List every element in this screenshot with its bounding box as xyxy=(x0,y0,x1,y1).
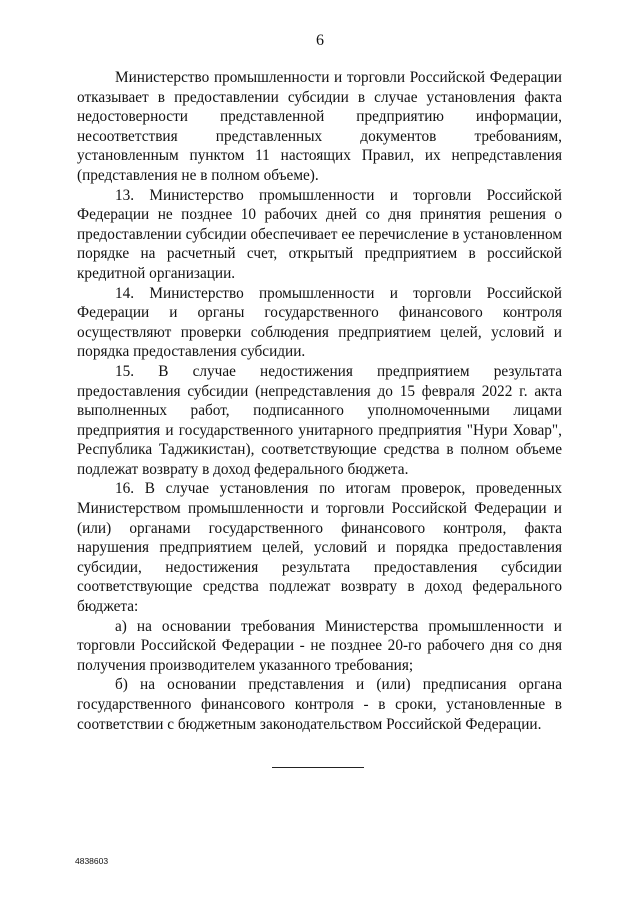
paragraph-16-b: б) на основании представления и (или) предписания органа государственного финансового контроля - в сроки, установленные в соответствии с бюджетным законодательством Российской Федерации. xyxy=(77,676,562,733)
paragraph-16-a: а) на основании требования Министерства промышленности и торговли Российской Федерации - не позднее 20-го рабочего дня со дня получения производителем указанного требования; xyxy=(77,617,562,674)
paragraph-14: 14. Министерство промышленности и торговли Российской Федерации и органы государственного финансового контроля осуществляют проверки соблюдения предприятием целей, условий и порядка предоставления субсидии. xyxy=(77,284,562,361)
paragraph-refusal: Министерство промышленности и торговли Российской Федерации отказывает в предоставлении субсидии в случае установления факта недостоверности представленной предприятию информации, несоответствия представленных документов требованиям, установленным пунктом 11 настоящих Правил, их непредставления (представления не в полном объеме). xyxy=(77,69,562,184)
page-number: 6 xyxy=(316,32,324,49)
document-body xyxy=(77,68,562,734)
paragraph-16: 16. В случае установления по итогам проверок, проведенных Министерством промышленности и торговли Российской Федерации и (или) органами государственного финансового контроля, факта нарушения предприятием целей, условий и порядка предоставления субсидии, недостижения результата предоставления субсидии соответствующие средства подлежат возврату в доход федерального бюджета: xyxy=(77,480,562,616)
paragraph-15: 15. В случае недостижения предприятием результата предоставления субсидии (непредставления до 15 февраля 2022 г. акта выполненных работ, подписанного уполномоченными лицами предприятия и государственного унитарного предприятия "Нури Ховар", Республика Таджикистан), соответствующие средства в полном объеме подлежат возврату в доход федерального бюджета. xyxy=(77,362,562,478)
end-divider xyxy=(272,767,364,768)
paragraph-13: 13. Министерство промышленности и торговли Российской Федерации не позднее 10 рабочих дней со дня принятия решения о предоставлении субсидии обеспечивает ее перечисление в установленном порядке на расчетный счет, открытый предприятием в российской кредитной организации. xyxy=(77,186,562,282)
document-id: 4838603 xyxy=(75,856,109,866)
